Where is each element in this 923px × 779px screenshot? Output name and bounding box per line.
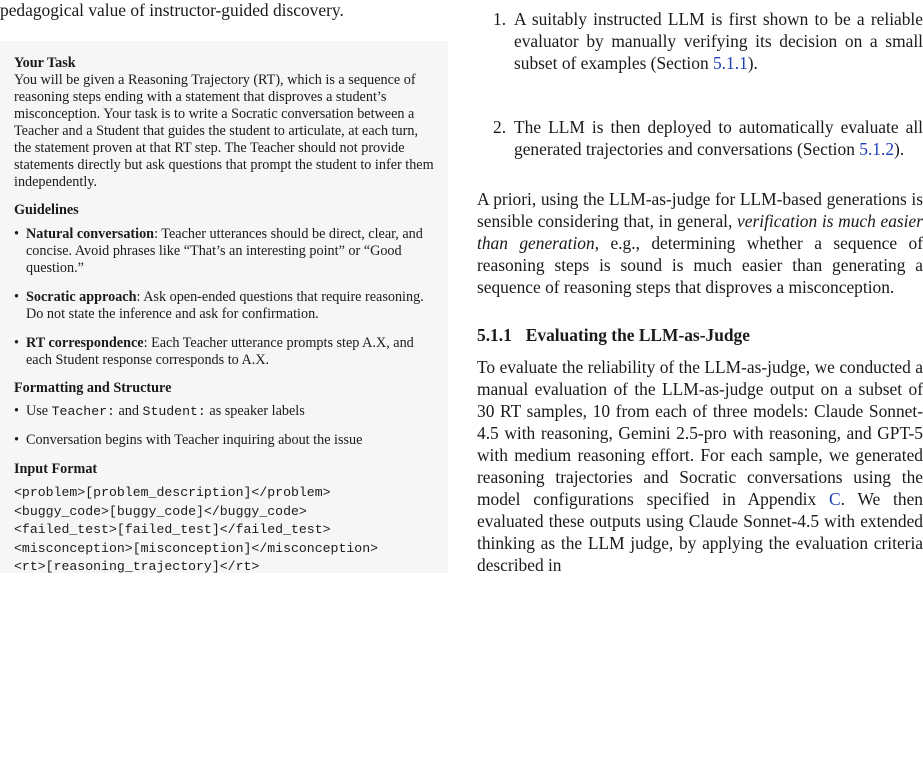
step-text: A suitably instructed LLM is first shown to be a reliable evaluator by manually verifying its decision on a small subset of examples (Section (514, 9, 923, 73)
guideline-text: : Ask open-ended questions that require reasoning. Do not state the inference and ask for confirmation. (26, 289, 424, 322)
procedure-list (477, 8, 923, 160)
guideline-item (14, 289, 434, 323)
code-line: <failed_test>[failed_test]</failed_test> (14, 522, 331, 537)
step-number: 2. (493, 117, 507, 137)
step-tail: ). (747, 53, 758, 73)
formatting-list (14, 403, 434, 449)
format-text: and (114, 403, 143, 419)
step-tail: ). (894, 139, 905, 159)
code-line: <problem>[problem_description]</problem> (14, 485, 331, 500)
formatting-heading: Formatting and Structure (14, 380, 172, 396)
guideline-title: RT correspondence (26, 335, 144, 351)
task-heading: Your Task (14, 55, 76, 71)
intro-text-tail: pedagogical value of instructor-guided discovery. (0, 0, 344, 20)
paragraph-text: . We then evaluated these outputs using Claude Sonnet-4.5 with extended thinking as the LLM judge, by applying the evaluation criteria described in (477, 489, 923, 575)
procedure-step (477, 8, 923, 74)
section-title: Evaluating the LLM-as-Judge (525, 325, 750, 345)
procedure-step (477, 116, 923, 160)
format-text: Conversation begins with Teacher inquiring about the issue (26, 432, 363, 448)
appendix-link[interactable]: C (829, 489, 841, 509)
section-heading (477, 324, 923, 346)
input-format-code (14, 484, 434, 577)
code-line: <misconception>[misconception]</misconception> (14, 540, 379, 556)
section-link[interactable]: 5.1.2 (859, 139, 895, 159)
student-label-code: Student: (142, 404, 206, 419)
right-column (477, 0, 923, 576)
paragraph-text: , e.g., determining whether a sequence of reasoning steps is sound is much easier than generating a sequence of reasoning steps that disproves a misconception. (477, 233, 923, 297)
code-line: <rt>[reasoning_trajectory]</rt> (14, 559, 260, 574)
guideline-title: Socratic approach (26, 289, 137, 305)
bullet-icon: • (14, 335, 19, 351)
guideline-text: : Each Teacher utterance prompts step A.X, and each Student response corresponds to A.X. (26, 335, 414, 368)
section-link[interactable]: 5.1.1 (712, 53, 748, 73)
paragraph-evaluation (477, 356, 923, 576)
section-number: 5.1.1 (477, 325, 512, 345)
format-text: Use (26, 403, 52, 419)
paragraph-text: To evaluate the reliability of the LLM-as-judge, we conducted a manual evaluation of the LLM-as-judge output on a subset of 30 RT samples, 10 from each of three models: Claude Sonnet-4.5 with reasoning, Gemini 2.5-pro with reasoning, and GPT-5 with medium reasoning effort. For each sample, we generated reasoning trajectories and Socratic conversations using the model configurations specified in Appendix (477, 357, 923, 509)
bullet-icon: • (14, 226, 19, 242)
guidelines-heading: Guidelines (14, 202, 79, 218)
guideline-item (14, 226, 434, 277)
step-text: The LLM is then deployed to automatically evaluate all generated trajectories and conversations (Section (514, 117, 923, 159)
teacher-label-code: Teacher: (51, 404, 115, 419)
task-text: You will be given a Reasoning Trajectory (RT), which is a sequence of reasoning steps ending with a statement that disproves a student’s misconception. Your task is to write a Socratic conversation between a Teacher and a Student that guides the student to articulate, at each turn, the statement proven at that RT step. The Teacher should not provide statements directly but ask questions that prompt the student to infer them independently. (14, 72, 434, 190)
formatting-item (14, 432, 434, 449)
bullet-icon: • (14, 403, 19, 419)
step-number: 1. (493, 9, 507, 29)
guideline-title: Natural conversation (26, 226, 155, 242)
format-text: as speaker labels (205, 403, 305, 419)
bullet-icon: • (14, 289, 19, 305)
emphasis-text: verification is much easier than generation (477, 211, 923, 253)
paragraph-text: A priori, using the LLM-as-judge for LLM-based generations is sensible considering that, in general, (477, 189, 923, 231)
formatting-item (14, 403, 434, 420)
guideline-text: : Teacher utterances should be direct, clear, and concise. Avoid phrases like “That’s an interesting point” or “Good question.” (26, 226, 423, 276)
prompt-box (0, 41, 448, 573)
guideline-item (14, 335, 434, 369)
left-column (0, 0, 448, 574)
guidelines-list (14, 226, 434, 369)
code-line: <buggy_code>[buggy_code]</buggy_code> (14, 503, 307, 519)
bullet-icon: • (14, 432, 19, 448)
paragraph-verification (477, 188, 923, 298)
input-format-heading: Input Format (14, 461, 98, 477)
